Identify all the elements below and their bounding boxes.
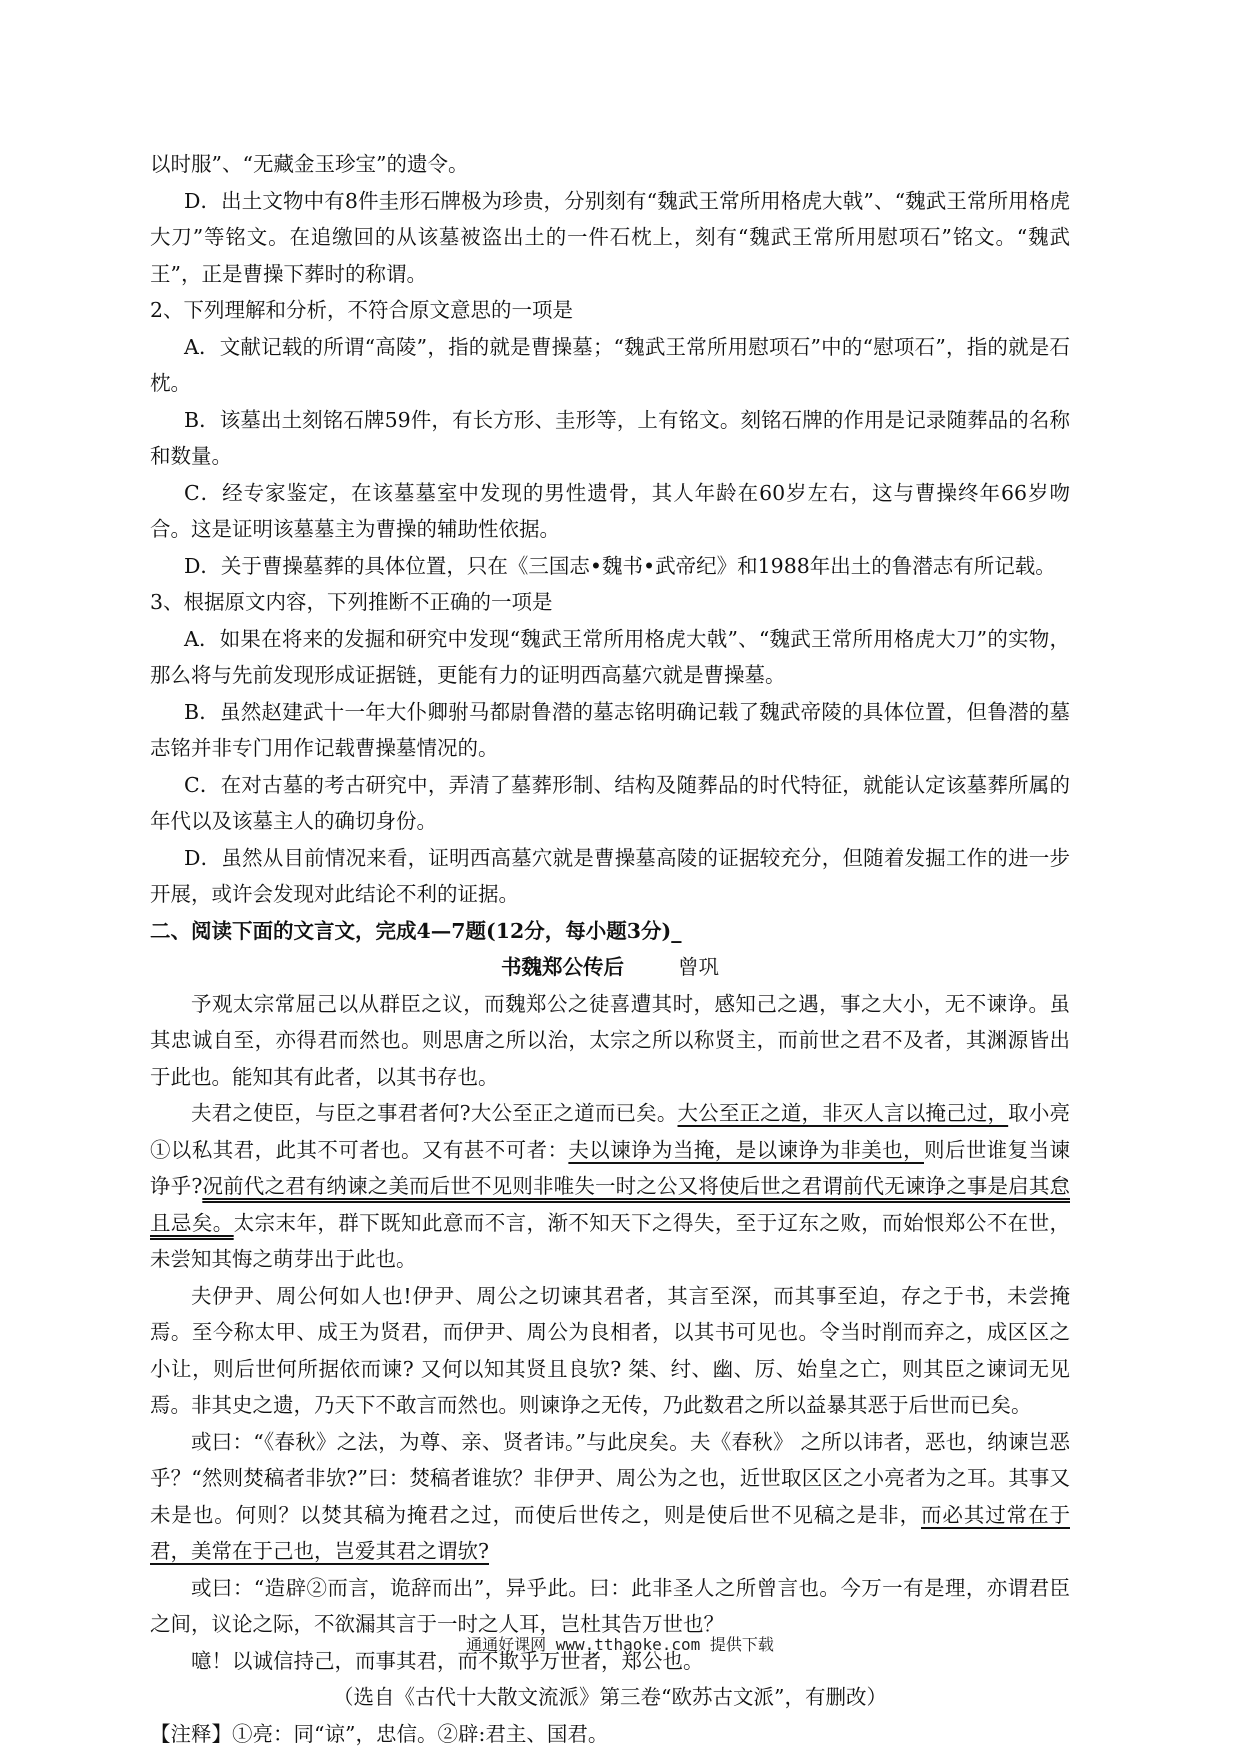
q3-option-b: B．虽然赵建武十一年大仆卿驸马都尉鲁潜的墓志铭明确记载了魏武帝陵的具体位置，但鲁潜的墓志铭并非专门用作记载曹操墓情况的。 xyxy=(150,699,1070,760)
q2-option-a: A．文献记载的所谓“高陵”，指的就是曹操墓；“魏武王常所用慰项石”中的“慰项石”，指的就是石枕。 xyxy=(150,334,1070,395)
q3-option-d: D．虽然从目前情况来看，证明西高墓穴就是曹操墓高陵的证据较充分，但随着发掘工作的进一步开展，或许会发现对此结论不利的证据。 xyxy=(150,845,1070,906)
essay-author: 曾巩 xyxy=(678,955,719,979)
essay-title-row xyxy=(150,949,1070,986)
essay-paragraph-2 xyxy=(150,1095,1070,1278)
p2-underlined-2: 夫以谏诤为当掩，是以谏诤为非美也， xyxy=(568,1137,924,1162)
q3-option-c: C．在对古墓的考古研究中，弄清了墓葬形制、结构及随葬品的时代特征，就能认定该墓葬所属的年代以及该墓主人的确切身份。 xyxy=(150,772,1070,833)
essay-notes: 【注释】①亮：同“谅”，忠信。②辟:君主、国君。 xyxy=(150,1721,609,1746)
essay-paragraph-5: 或曰：“造辟②而言，诡辞而出”，异乎此。曰：此非圣人之所曾言也。今万一有是理，亦谓君臣之间，议论之际，不欲漏其言于一时之人耳，岂杜其告万世也？ xyxy=(150,1575,1070,1636)
page-footer: 通通好课网 www.tthaoke.com 提供下载 xyxy=(466,1635,774,1654)
q1-option-d: D．出土文物中有8件圭形石牌极为珍贵，分别刻有“魏武王常所用格虎大戟”、“魏武王常所用格虎大刀”等铭文。在追缴回的从该墓被盗出土的一件石枕上，刻有“魏武王常所用慰项石”铭文。“魏武王”，正是曹操下葬时的称谓。 xyxy=(150,188,1070,286)
essay-source: （选自《古代十大散文流派》第三卷“欧苏古文派”，有删改） xyxy=(333,1685,887,1709)
p2-double-underlined: 况前代之君有纳谏之美而后世不见则非唯失一时之公又将使后世之君谓前代无谏诤之事是启其怠且忌矣。 xyxy=(150,1174,1070,1235)
p4-underlined: 而必其过常在于君，美常在于己也，岂爱其君之谓欤? xyxy=(150,1502,1070,1563)
p4-text: 或曰：“《春秋》之法，为尊、亲、贤者讳。”与此戾矣。夫《春秋》 之所以讳者，恶也，纳谏岂恶乎？“然则焚稿者非欤?”曰：焚稿者谁欤？非伊尹、周公为之也，近世取区区之小亮者为之耳。其事又未是也。何则？以焚其稿为掩君之过，而使后世传之，则是使后世不见稿之是非， xyxy=(150,1429,1070,1527)
carry-over-line: 以时服”、“无藏金玉珍宝”的遗令。 xyxy=(150,152,469,176)
q3-option-a: A．如果在将来的发掘和研究中发现“魏武王常所用格虎大戟”、“魏武王常所用格虎大刀”的实物，那么将与先前发现形成证据链，更能有力的证明西高墓穴就是曹操墓。 xyxy=(150,626,1070,687)
essay-paragraph-4 xyxy=(150,1424,1070,1570)
essay-paragraph-3: 夫伊尹、周公何如人也!伊尹、周公之切谏其君者，其言至深，而其事至迫，存之于书，未尝掩焉。至今称太甲、成王为贤君，而伊尹、周公为良相者，以其书可见也。令当时削而弃之，成区区之小让，则后世何所据依而谏? 又何以知其贤且良欤? 桀、纣、幽、厉、始皇之亡，则其臣之谏词无见焉。非其史之遗，乃天下不敢言而然也。则谏诤之无传，乃此数君之所以益暴其恶于后世而已矣。 xyxy=(150,1283,1070,1417)
section-2-heading: 二、阅读下面的文言文，完成4—7题(12分，每小题3分)_ xyxy=(150,918,682,943)
p2-text-b: 取小亮①以私其君，此其不可者也。又有甚不可者： xyxy=(150,1101,1071,1162)
page-content xyxy=(150,146,1070,1752)
essay-paragraph-1: 予观太宗常屈己以从群臣之议，而魏郑公之徒喜遭其时，感知己之遇，事之大小，无不谏诤。虽其忠诚自至，亦得君而然也。则思唐之所以治，太宗之所以称贤主，而前世之君不及者，其渊源皆出于此也。能知其有此者，以其书存也。 xyxy=(150,991,1070,1089)
essay-title: 书魏郑公传后 xyxy=(501,955,624,979)
question-2-stem: 2、下列理解和分析，不符合原文意思的一项是 xyxy=(150,298,574,322)
p2-text-c: 则后世谁复当谏诤乎? xyxy=(150,1137,1071,1198)
q2-option-d: D．关于曹操墓葬的具体位置，只在《三国志•魏书•武帝纪》和1988年出土的鲁潜志有所记载。 xyxy=(184,553,1056,578)
p2-text-a: 夫君之使臣，与臣之事君者何?大公至正之道而已矣。 xyxy=(191,1101,678,1125)
q2-option-b: B．该墓出土刻铭石牌59件，有长方形、圭形等，上有铭文。刻铭石牌的作用是记录随葬品的名称和数量。 xyxy=(150,407,1070,468)
question-3-stem: 3、根据原文内容，下列推断不正确的一项是 xyxy=(150,590,553,614)
p2-text-d: 太宗末年，群下既知此意而不言，渐不知天下之得失，至于辽东之败，而始恨郑公不在世，未尝知其悔之萌芽出于此也。 xyxy=(150,1210,1071,1271)
essay-paragraph-6: 噫！以诚信持己，而事其君，而不欺乎万世者，郑公也。 xyxy=(191,1648,704,1673)
q2-option-c: C．经专家鉴定，在该墓墓室中发现的男性遗骨，其人年龄在60岁左右，这与曹操终年66岁吻合。这是证明该墓墓主为曹操的辅助性依据。 xyxy=(150,480,1070,541)
p2-underlined-1: 大公至正之道，非灭人言以掩己过， xyxy=(677,1101,1009,1125)
